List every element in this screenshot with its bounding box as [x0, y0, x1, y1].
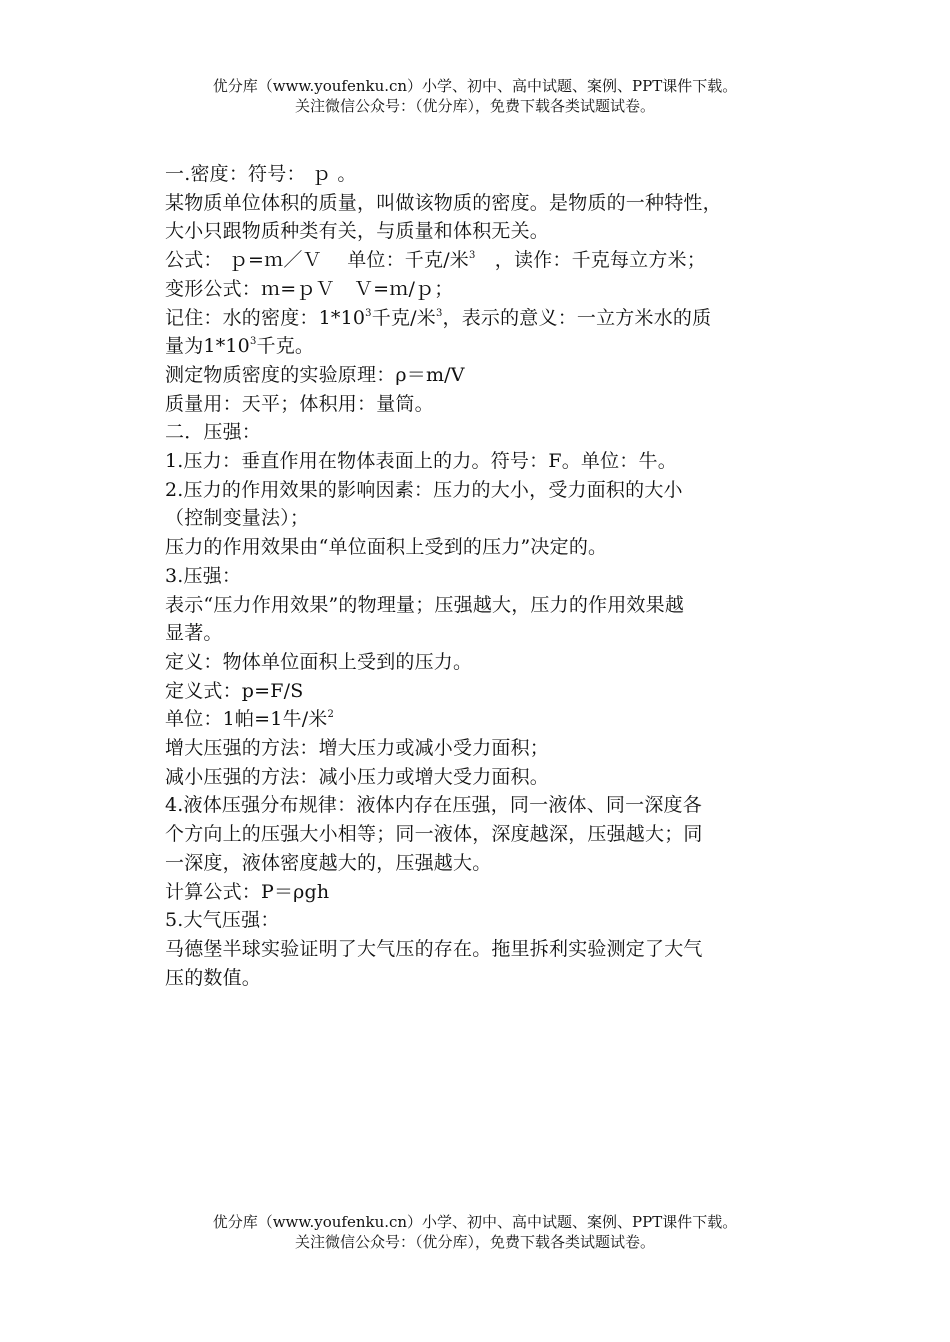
superscript: 3	[469, 250, 476, 262]
header-line-2: 关注微信公众号：（优分库），免费下载各类试题试卷。	[294, 97, 655, 115]
density-formula-text: 公式： ｐ=ｍ／Ｖ 单位：千克/米	[165, 249, 470, 272]
superscript: 3	[249, 336, 257, 348]
header-line-1: 优分库（www.youfenku.cn）小学、初中、高中试题、案例、PPT课件下载。	[212, 77, 738, 95]
pressure-factors-line-2: （控制变量法）；	[165, 507, 310, 530]
water-density-line-1	[165, 304, 805, 333]
section-2-heading: 二．压强：	[165, 421, 262, 444]
atmospheric-pressure-heading: 5.大气压强：	[165, 909, 280, 932]
superscript: 3	[365, 307, 372, 319]
document-body	[165, 160, 805, 992]
page-footer	[0, 1212, 950, 1252]
footer-line-1: 优分库（www.youfenku.cn）小学、初中、高中试题、案例、PPT课件下载。	[212, 1213, 738, 1231]
footer-line-2: 关注微信公众号：（优分库），免费下载各类试题试卷。	[294, 1233, 655, 1251]
atmospheric-pressure-line-1: 马德堡半球实验证明了大气压的存在。拖里拆利实验测定了大气	[165, 937, 703, 960]
pressure-factors-line-1: 2.压力的作用效果的影响因素：压力的大小，受力面积的大小	[165, 478, 683, 501]
atmospheric-pressure-line-2: 压的数值。	[165, 966, 262, 989]
density-reading-text: ，读作：千克每立方米；	[475, 249, 706, 272]
pressure-definition: 定义：物体单位面积上受到的压力。	[165, 650, 473, 673]
density-variant-formula: 变形公式：ｍ=ｐＶ Ｖ=ｍ/ｐ；	[165, 277, 454, 300]
pressure-subheading: 3.压强：	[165, 564, 242, 587]
page-header	[0, 76, 950, 116]
density-experiment-principle: 测定物质密度的实验原理：ρ＝m/V	[165, 363, 465, 386]
pressure-meaning-line-1: 表示“压力作用效果”的物理量；压强越大，压力的作用效果越	[165, 593, 685, 616]
pressure-effect-line: 压力的作用效果由“单位面积上受到的压力”决定的。	[165, 536, 608, 559]
liquid-pressure-formula: 计算公式：P＝ρgh	[165, 880, 330, 903]
water-density-line-2	[165, 332, 805, 361]
superscript: 3	[435, 307, 443, 319]
density-formula-line	[165, 246, 805, 275]
density-measuring-tools: 质量用：天平；体积用：量筒。	[165, 392, 434, 415]
liquid-pressure-line-1: 4.液体压强分布规律：液体内存在压强，同一液体、同一深度各	[165, 794, 702, 817]
liquid-pressure-line-3: 一深度，液体密度越大的，压强越大。	[165, 851, 492, 874]
decrease-pressure-method: 减小压强的方法：减小压力或增大受力面积。	[165, 765, 550, 788]
density-definition-line-1: 某物质单位体积的质量，叫做该物质的密度。是物质的一种特性，	[165, 191, 722, 214]
superscript: 2	[327, 709, 335, 721]
liquid-pressure-line-2: 个方向上的压强大小相等；同一液体，深度越深，压强越大；同	[165, 823, 703, 846]
pressure-unit-line	[165, 705, 805, 734]
water-density-meaning: ，表示的意义：一立方米水的质	[442, 306, 712, 329]
density-definition-line-2: 大小只跟物质种类有关，与质量和体积无关。	[165, 220, 550, 243]
water-mass-text: 量为1*10	[165, 335, 250, 358]
increase-pressure-method: 增大压强的方法：增大压力或减小受力面积；	[165, 737, 550, 760]
section-1-heading: 一.密度：符号： ｐ 。	[165, 163, 357, 185]
pressure-formula: 定义式：p=F/S	[165, 679, 304, 702]
water-mass-unit: 千克。	[256, 335, 315, 358]
water-density-text: 记住：水的密度：1*10	[165, 306, 366, 329]
pressure-meaning-line-2: 显著。	[165, 622, 223, 645]
pressure-force-definition: 1.压力：垂直作用在物体表面上的力。符号：F。单位：牛。	[165, 450, 677, 473]
water-density-unit: 千克/米	[371, 306, 436, 329]
pressure-unit-text: 单位：1帕=1牛/米	[165, 708, 328, 731]
